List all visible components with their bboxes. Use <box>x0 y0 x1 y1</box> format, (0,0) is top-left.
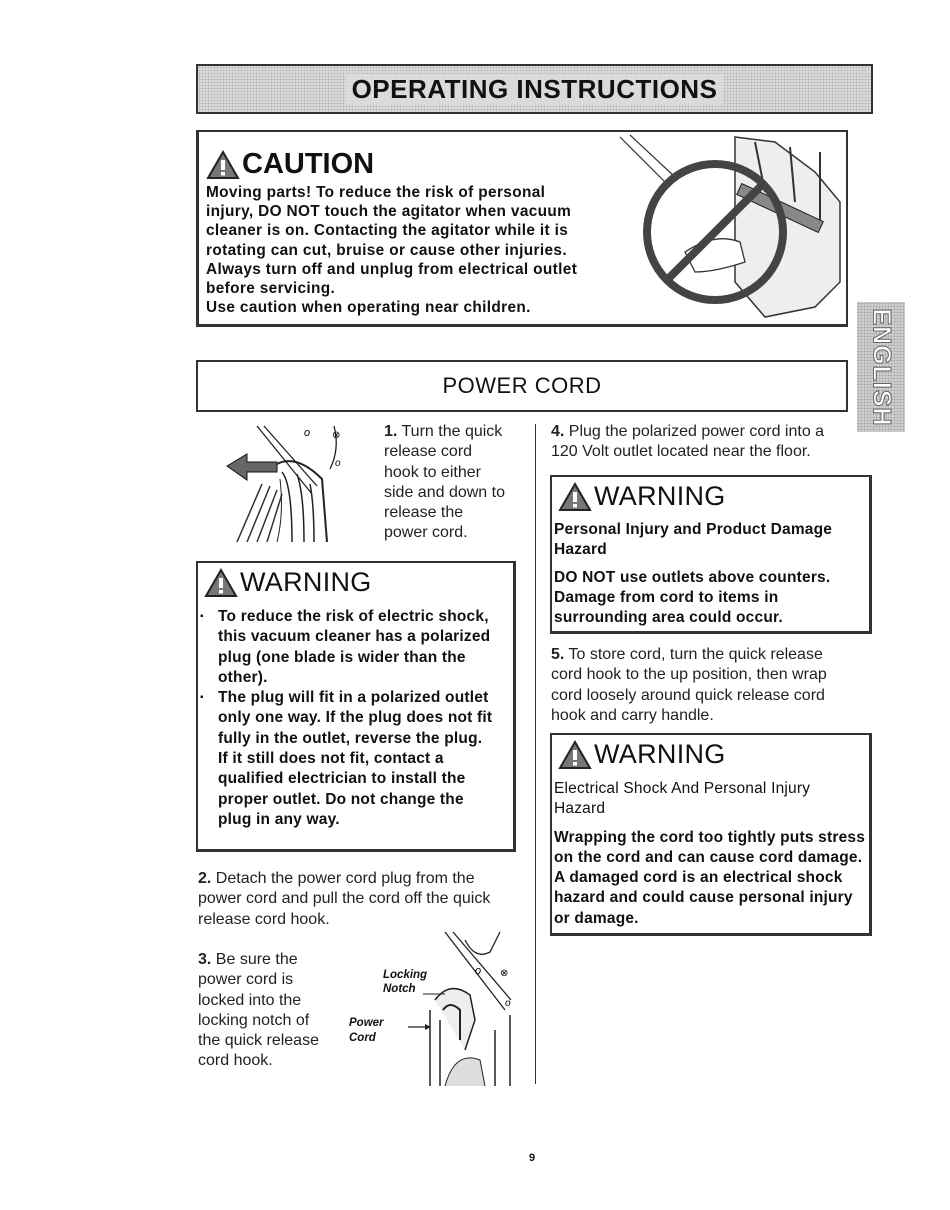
step-line: Be sure the <box>215 951 298 968</box>
warning-line: Damage from cord to items in <box>554 588 779 606</box>
warning-line: Wrapping the cord too tightly puts stress <box>554 828 866 846</box>
caution-line: Moving parts! To reduce the risk of personal <box>206 184 546 201</box>
locking-notch-illustration <box>405 930 523 1086</box>
caution-text <box>206 183 616 317</box>
svg-text:⊗: ⊗ <box>332 430 341 441</box>
power-cord-header <box>196 360 848 412</box>
warning-line: other). <box>218 668 268 686</box>
step-1 <box>384 422 524 544</box>
step-line: power cord. <box>384 524 468 542</box>
caution-line: rotating can cut, bruise or cause other injuries. <box>206 241 567 259</box>
language-tab-label: ENGLISH <box>867 307 896 427</box>
caution-line: injury, DO NOT touch the agitator when vacuum <box>206 203 572 221</box>
caution-line: cleaner is on. Contacting the agitator while it is <box>206 222 569 240</box>
warning-line: only one way. If the plug does not fit <box>218 709 493 727</box>
svg-text:o: o <box>505 998 511 1009</box>
warning-bullet <box>198 688 513 830</box>
warning-line: qualified electrician to install the <box>218 770 466 788</box>
power-cord-title: POWER CORD <box>442 373 602 398</box>
step-number: 5. <box>551 646 565 663</box>
warning-line: this vacuum cleaner has a polarized <box>218 628 491 646</box>
language-tab <box>857 302 905 432</box>
warning-line: If it still does not fit, contact a <box>218 750 444 768</box>
warning-triangle-icon <box>558 482 592 512</box>
step-number: 4. <box>551 423 565 440</box>
step-line: cord hook to the up position, then wrap <box>551 666 827 684</box>
step-line: power cord and pull the cord off the quick <box>198 890 491 908</box>
power-cord-label <box>349 1016 384 1046</box>
warning-title: WARNING <box>594 481 726 511</box>
step-line: side and down to <box>384 483 505 501</box>
label-text: Locking <box>383 969 428 981</box>
warning-line: proper outlet. Do not change the <box>218 790 464 808</box>
page-number: 9 <box>529 1152 536 1164</box>
step-line: release cord <box>384 443 473 461</box>
step-number: 3. <box>198 951 212 968</box>
step-5 <box>551 645 861 726</box>
label-text: Power <box>349 1017 384 1029</box>
warning-line: plug (one blade is wider than the <box>218 648 466 666</box>
warning-heading <box>558 739 726 770</box>
warning-subtitle-line: Electrical Shock And Personal Injury <box>554 780 811 797</box>
label-text: Notch <box>383 983 416 995</box>
warning-bullet <box>198 607 513 688</box>
step-line: locking notch of <box>198 1011 310 1029</box>
step-line: power cord is <box>198 971 294 989</box>
warning-triangle-icon <box>558 740 592 770</box>
no-touch-agitator-icon <box>615 132 847 324</box>
warning-title: WARNING <box>594 739 726 769</box>
caution-title: CAUTION <box>242 148 375 180</box>
step-line: To store cord, turn the quick release <box>568 646 823 663</box>
warning-line: or damage. <box>554 909 639 927</box>
warning-body <box>198 607 513 830</box>
step-number: 2. <box>198 870 212 887</box>
label-text: Cord <box>349 1032 376 1044</box>
step-line: release cord hook. <box>198 910 330 928</box>
warning-line: A damaged cord is an electrical shock <box>554 869 843 887</box>
cord-hook-illustration <box>222 424 350 542</box>
caution-line: Use caution when operating near children. <box>206 299 531 317</box>
warning-line: surrounding area could occur. <box>554 609 783 627</box>
warning-line: ▪ The plug will fit in a polarized outlet <box>218 689 489 707</box>
section-title: OPERATING INSTRUCTIONS <box>346 74 724 105</box>
step-2 <box>198 869 528 930</box>
warning-triangle-icon <box>204 568 238 598</box>
warning-subtitle-line: Hazard <box>554 541 607 559</box>
warning-title: WARNING <box>240 567 372 597</box>
step-line: release the <box>384 504 464 522</box>
svg-text:⊗: ⊗ <box>500 968 509 979</box>
step-line: 120 Volt outlet located near the floor. <box>551 443 811 461</box>
warning-body <box>554 520 870 628</box>
warning-line: on the cord and can cause cord damage. <box>554 848 863 866</box>
section-header <box>196 64 873 114</box>
step-line: Turn the quick <box>401 423 503 440</box>
warning-triangle-icon <box>206 150 240 180</box>
warning-body <box>554 779 870 929</box>
warning-heading <box>558 481 726 512</box>
warning-line: ▪ To reduce the risk of electric shock, <box>218 608 489 625</box>
step-line: locked into the <box>198 991 302 1009</box>
warning-subtitle-line: Personal Injury and Product Damage <box>554 521 833 538</box>
locking-notch-label <box>383 968 427 996</box>
column-divider <box>535 424 536 1084</box>
warning-line: plug in any way. <box>218 810 340 828</box>
svg-text:o: o <box>304 427 311 439</box>
warning-line: hazard and could cause personal injury <box>554 889 853 907</box>
step-line: Plug the polarized power cord into a <box>568 423 825 440</box>
caution-line: Always turn off and unplug from electrical outlet <box>206 260 578 278</box>
warning-heading <box>204 567 372 598</box>
svg-text:o: o <box>335 458 341 469</box>
svg-text:o: o <box>475 965 482 977</box>
step-line: cord loosely around quick release cord <box>551 686 825 704</box>
step-line: hook to either <box>384 463 481 481</box>
step-3 <box>198 950 348 1072</box>
step-4 <box>551 422 851 463</box>
step-line: Detach the power cord plug from the <box>215 870 475 887</box>
step-number: 1. <box>384 423 398 440</box>
step-line: the quick release <box>198 1032 319 1050</box>
warning-line: DO NOT use outlets above counters. <box>554 568 831 586</box>
step-line: cord hook. <box>198 1052 273 1070</box>
caution-line: before servicing. <box>206 280 336 298</box>
step-line: hook and carry handle. <box>551 706 714 724</box>
warning-line: fully in the outlet, reverse the plug. <box>218 729 483 747</box>
warning-subtitle-line: Hazard <box>554 800 606 818</box>
caution-heading <box>206 148 374 181</box>
